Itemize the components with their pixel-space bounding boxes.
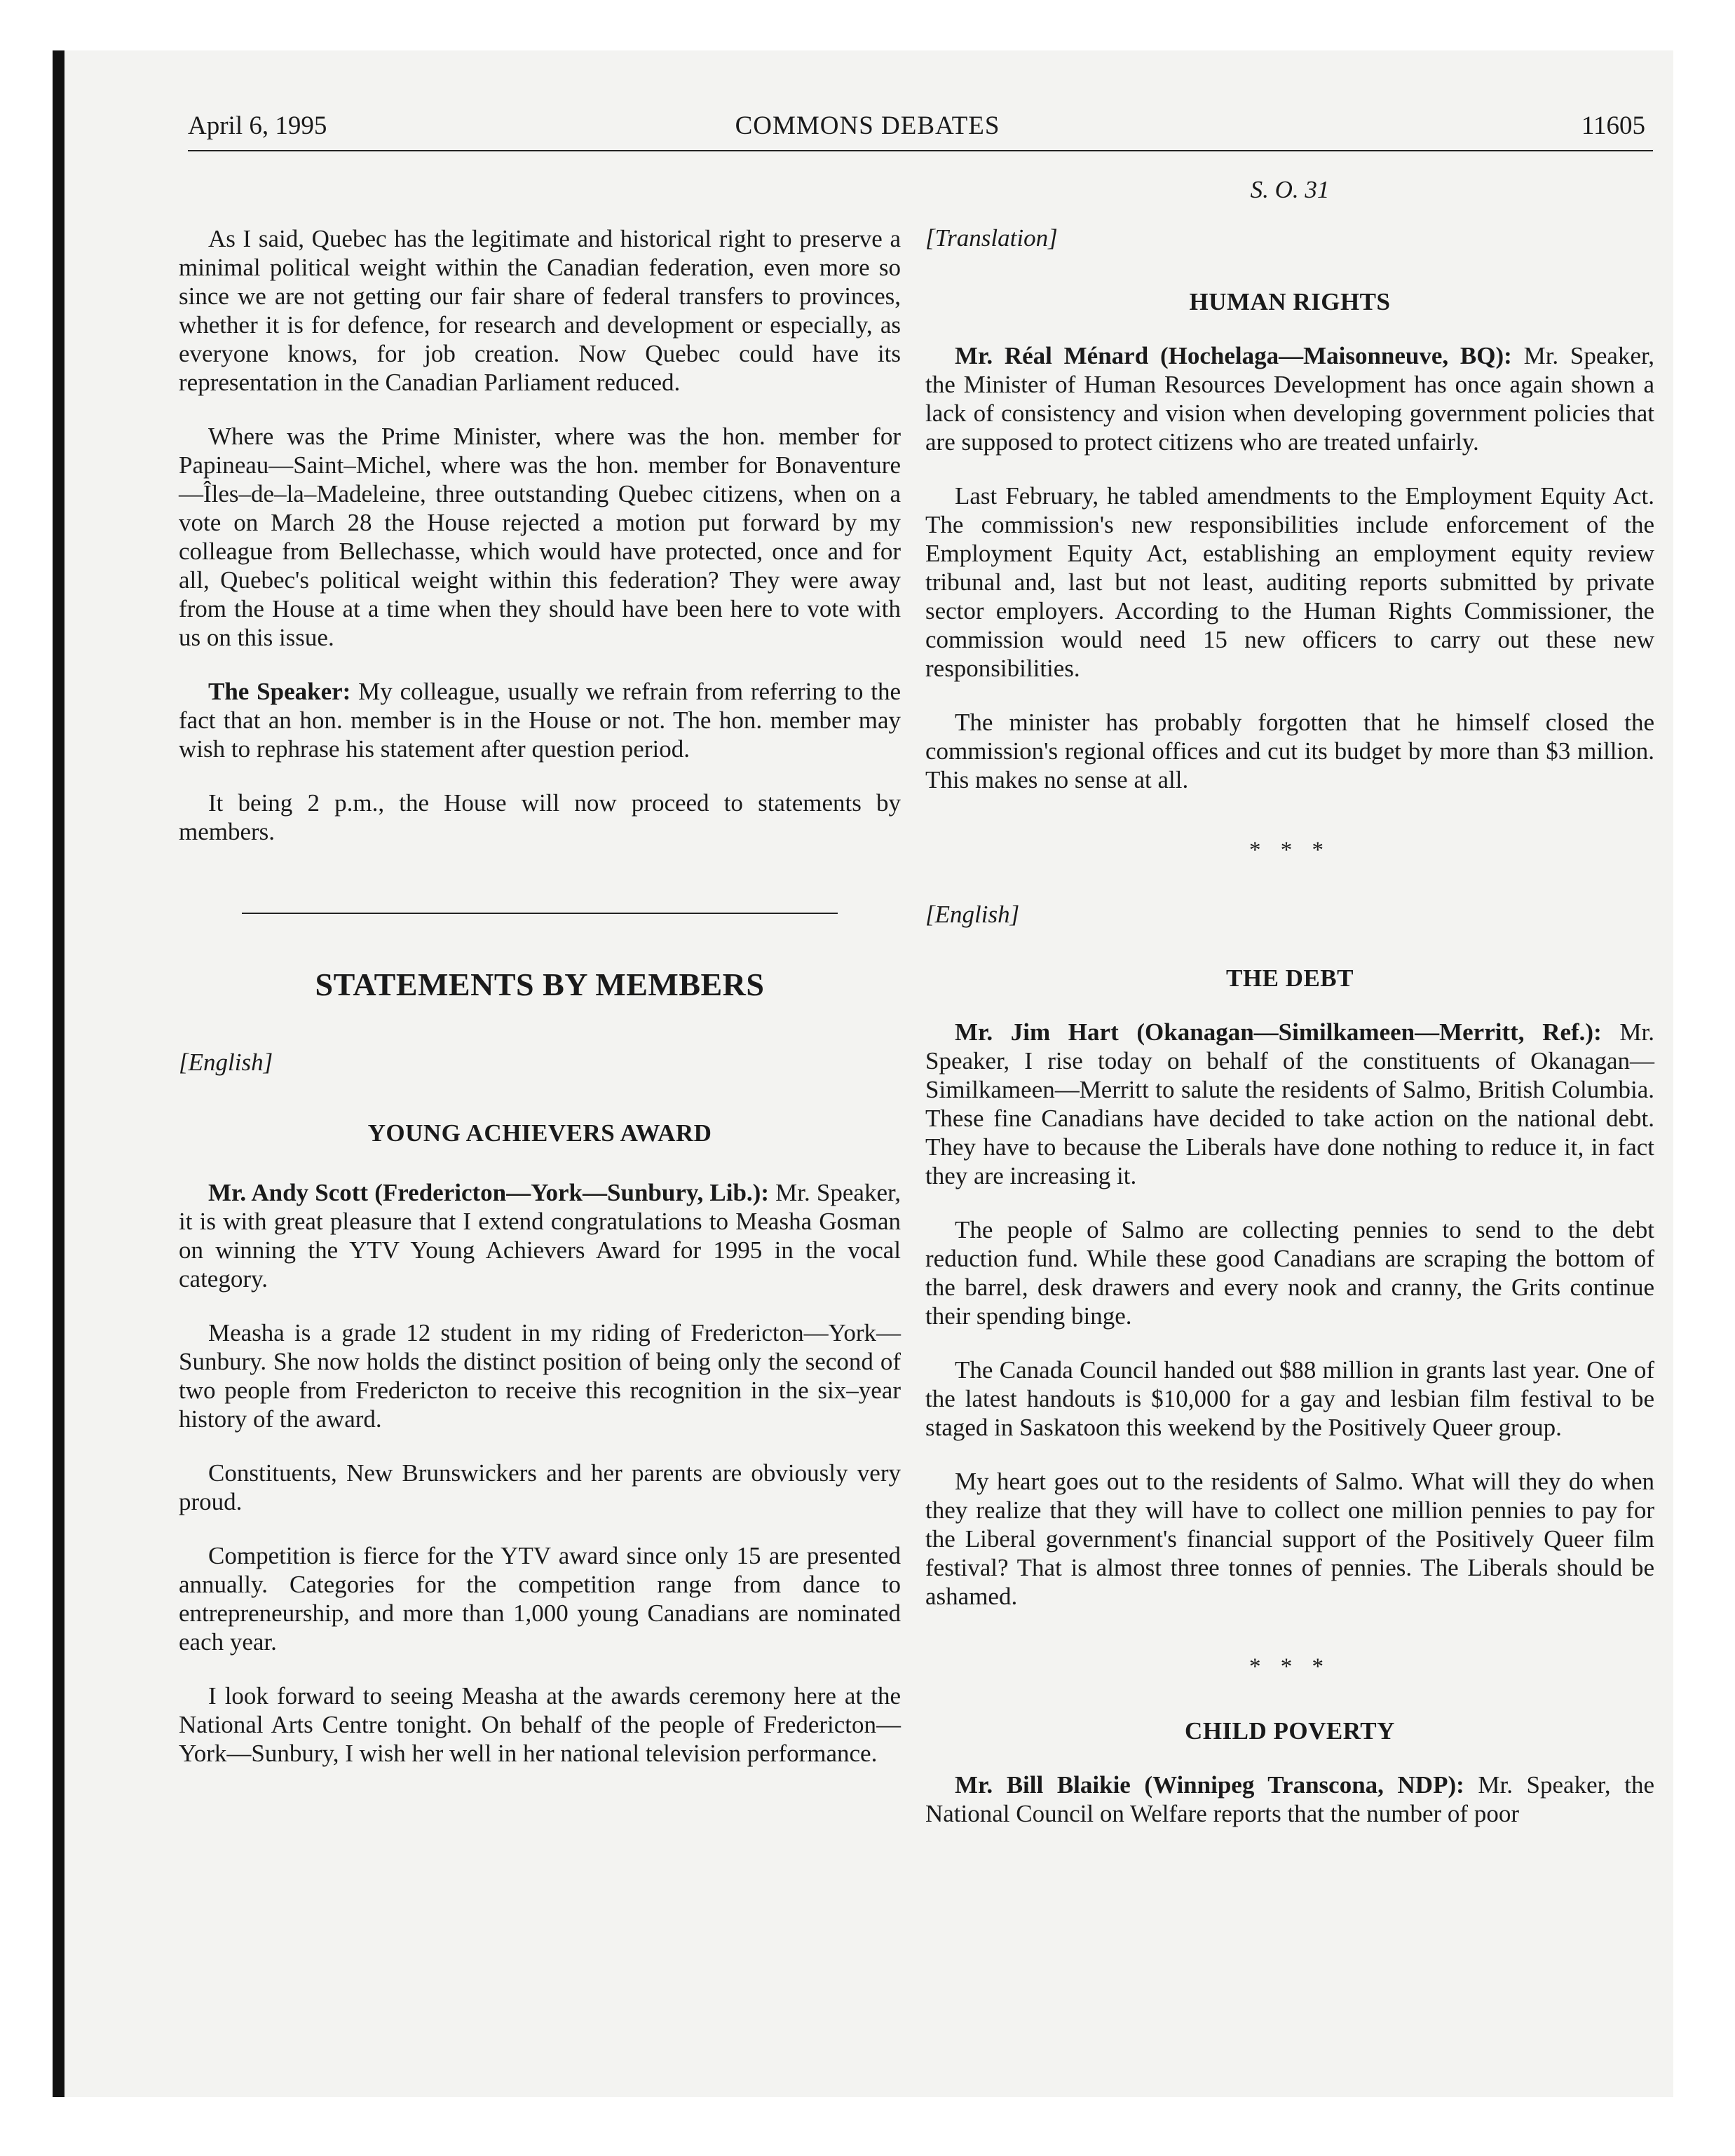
paragraph: Where was the Prime Minister, where was the hon. member for Papineau—Saint–Michel, where was the hon. member for Bonaventure—Îles–de–la–Madeleine, three outstanding Quebec citizens, when on a vote on March 28 the House rejected a motion put forward by my colleague from Bellechasse, which would have protected, once and for all, Quebec's political weight within this federation? They were away from the House at a time when they should have been here to vote with us on this issue.: [179, 423, 901, 651]
paragraph: It being 2 p.m., the House will now proceed to statements by members.: [179, 789, 901, 845]
section-divider-stars: * * *: [1249, 838, 1331, 863]
right-column: [925, 175, 1654, 1853]
statement-heading: CHILD POVERTY: [1185, 1717, 1395, 1745]
speaker-name: The Speaker:: [208, 678, 351, 705]
header-title: COMMONS DEBATES: [735, 111, 1000, 140]
paragraph: [925, 341, 1654, 456]
statement-heading: YOUNG ACHIEVERS AWARD: [367, 1119, 712, 1147]
paragraph-text: Mr. Speaker, the National Council on Welfare reports that the number of poor: [925, 1771, 1654, 1827]
paragraph: Last February, he tabled amendments to the Employment Equity Act. The commission's new responsibilities include enforcement of the Employment Equity Act, establishing an employment equity review tribunal and, last but not least, auditing reports submitted by private sector employers. According to the Human Rights Commissioner, the commission would need 15 new officers to carry out these new responsibilities.: [925, 482, 1654, 682]
language-tag: [English]: [179, 1049, 273, 1076]
section-title: STATEMENTS BY MEMBERS: [315, 967, 765, 1002]
speaker-name: Mr. Bill Blaikie (Winnipeg Transcona, NDP):: [955, 1771, 1464, 1799]
paragraph-text: Mr. Speaker, I rise today on behalf of the constituents of Okanagan—Similkameen—Merritt to salute the residents of Salmo, British Columbia. These fine Canadians have decided to take action on the national debt. They have to because the Liberals have done nothing to reduce it, in fact they are increasing it.: [925, 1018, 1654, 1189]
statement-heading: THE DEBT: [1226, 964, 1354, 992]
paragraph: [179, 677, 901, 763]
paragraph: I look forward to seeing Measha at the awards ceremony here at the National Arts Centre tonight. On behalf of the people of Fredericton—York—Sunbury, I wish her well in her national television performance.: [179, 1682, 901, 1767]
left-column: [179, 224, 901, 1793]
paragraph: [925, 1018, 1654, 1190]
header-date: April 6, 1995: [188, 111, 327, 140]
section-divider-stars: * * *: [1249, 1654, 1331, 1679]
speaker-name: Mr. Jim Hart (Okanagan—Similkameen—Merritt, Ref.):: [955, 1018, 1602, 1046]
paragraph: The minister has probably forgotten that he himself closed the commission's regional offices and cut its budget by more than $3 million. This makes no sense at all.: [925, 709, 1654, 793]
paragraph: The Canada Council handed out $88 million in grants last year. One of the latest handouts is $10,000 for a gay and lesbian film festival to be staged in Saskatoon this weekend by the Positively Queer group.: [925, 1356, 1654, 1441]
paragraph: As I said, Quebec has the legitimate and historical right to preserve a minimal political weight within the Canadian federation, even more so since we are not getting our fair share of federal transfers to provinces, whether it is for defence, for research and development or especially, as everyone knows, for job creation. Now Quebec could have its representation in the Canadian Parliament reduced.: [179, 225, 901, 396]
paragraph-text: My colleague, usually we refrain from referring to the fact that an hon. member is in the House or not. The hon. member may wish to rephrase his statement after question period.: [179, 678, 901, 763]
paragraph: The people of Salmo are collecting pennies to send to the debt reduction fund. While these good Canadians are scraping the bottom of the barrel, desk drawers and every nook and cranny, the Grits continue their spending binge.: [925, 1216, 1654, 1330]
speaker-name: Mr. Réal Ménard (Hochelaga—Maisonneuve, BQ):: [955, 342, 1512, 369]
paragraph-text: Mr. Speaker, the Minister of Human Resources Development has once again shown a lack of consistency and vision when developing government policies that are supposed to protect citizens who are treated unfairly.: [925, 342, 1654, 456]
paragraph: [179, 1178, 901, 1293]
page-number: 11605: [1581, 111, 1645, 140]
paragraph-text: Mr. Speaker, it is with great pleasure that I extend congratulations to Measha Gosman on winning the YTV Young Achievers Award for 1995 in the vocal category.: [179, 1179, 901, 1292]
standing-order-label: S. O. 31: [1250, 176, 1330, 203]
paragraph: Competition is fierce for the YTV award since only 15 are presented annually. Categories for the competition range from dance to entrepreneurship, and more than 1,000 young Canadians are nominated each year.: [179, 1542, 901, 1656]
paragraph: Constituents, New Brunswickers and her parents are obviously very proud.: [179, 1459, 901, 1515]
section-separator: [242, 913, 838, 914]
speaker-name: Mr. Andy Scott (Fredericton—York—Sunbury, Lib.):: [208, 1179, 769, 1206]
paragraph: My heart goes out to the residents of Salmo. What will they do when they realize that they will have to collect one million pennies to pay for the Liberal government's financial support of the Positively Queer film festival? That is almost three tonnes of pennies. The Liberals should be ashamed.: [925, 1468, 1654, 1610]
language-tag: [Translation]: [925, 224, 1058, 252]
scan-edge: [53, 50, 64, 2097]
paragraph: [925, 1770, 1654, 1828]
paragraph: Measha is a grade 12 student in my riding of Fredericton—York—Sunbury. She now holds the distinct position of being only the second of two people from Fredericton to receive this recognition in the six–year history of the award.: [179, 1319, 901, 1433]
statement-heading: HUMAN RIGHTS: [1189, 288, 1391, 315]
header-rule: [188, 150, 1653, 151]
language-tag: [English]: [925, 901, 1020, 928]
